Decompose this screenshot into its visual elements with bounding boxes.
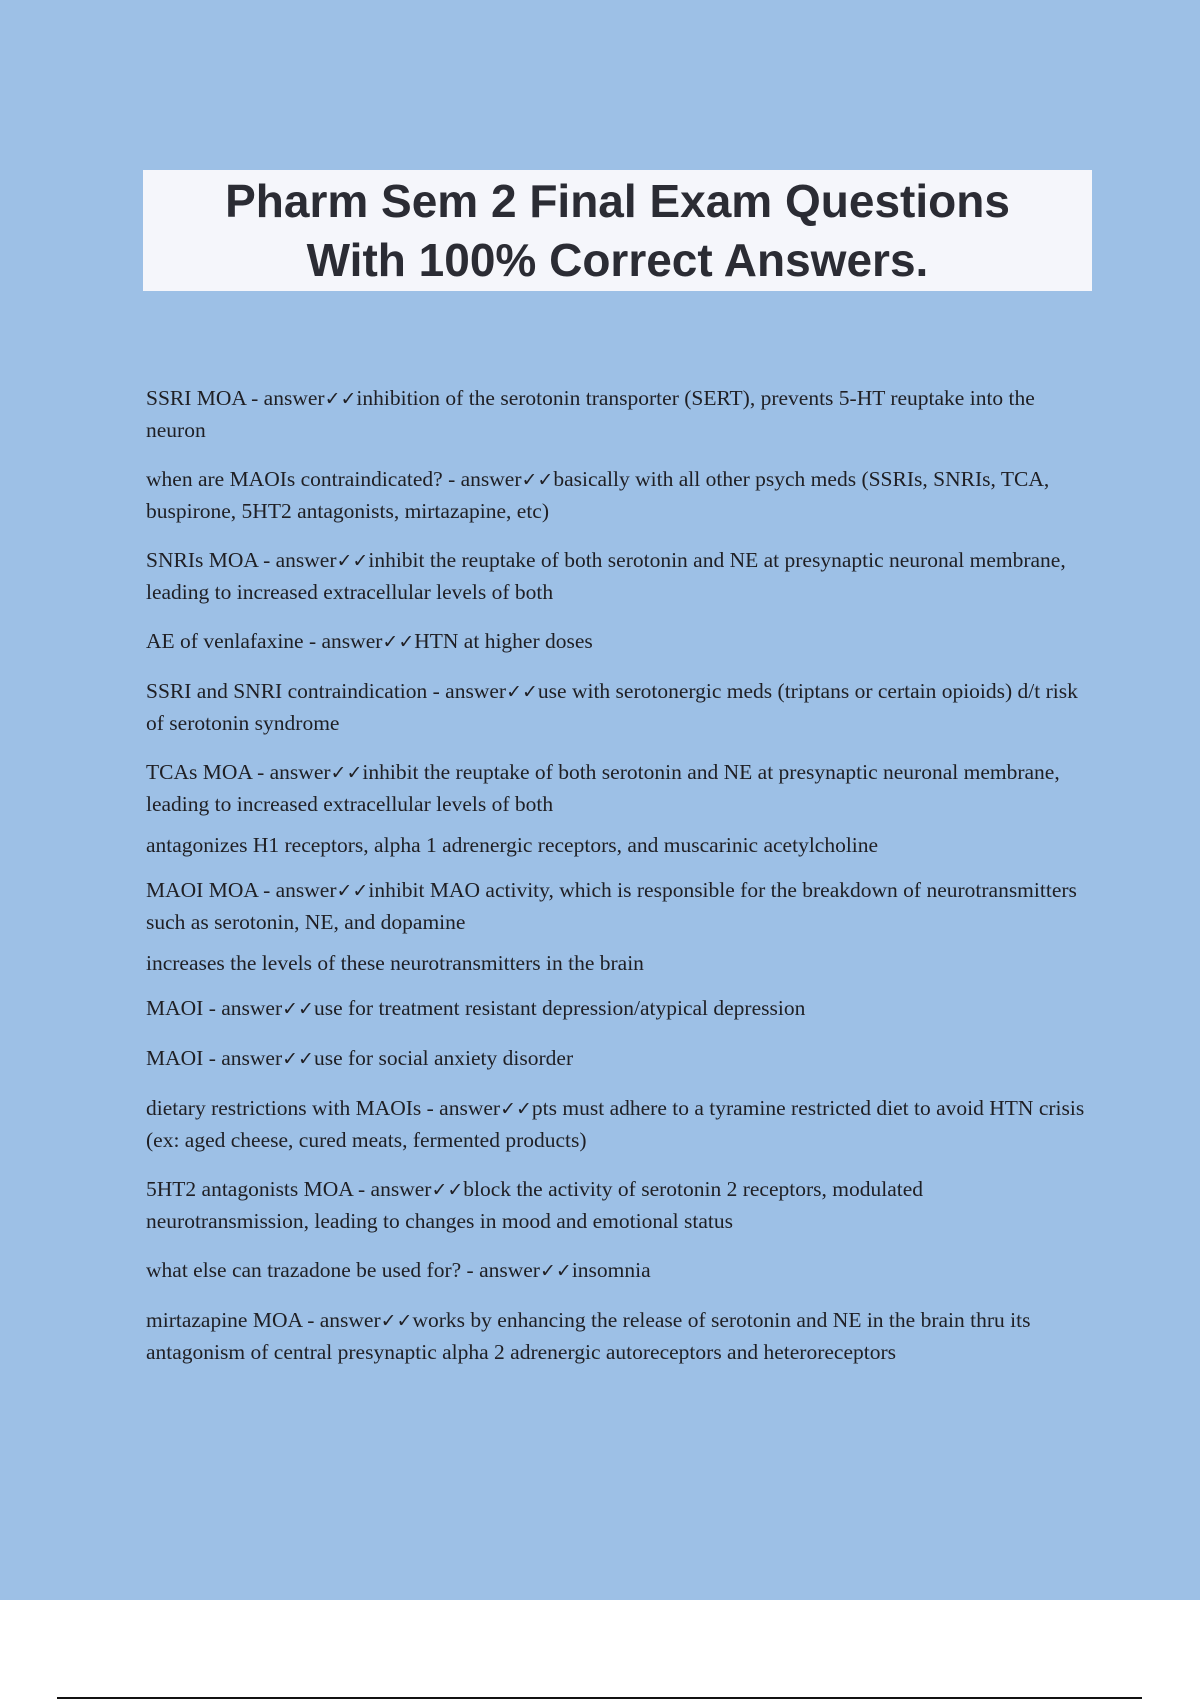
qa-item: [146, 1255, 1086, 1287]
answer-text: inhibition of the serotonin transporter (SERT), prevents 5-HT reuptake into the neuron: [146, 386, 1035, 442]
double-check-icon: ✓✓: [336, 880, 369, 902]
footer-divider: [57, 1697, 1142, 1699]
double-check-icon: ✓✓: [506, 681, 538, 703]
question-text: MAOI MOA - answer: [146, 878, 337, 902]
double-check-icon: ✓✓: [539, 1260, 572, 1282]
question-text: SNRIs MOA - answer: [146, 548, 337, 572]
double-check-icon: ✓✓: [521, 469, 554, 491]
answer-text: pts must adhere to a tyramine restricted diet to avoid HTN crisis (ex: aged cheese, cured meats, fermented products): [146, 1096, 1085, 1152]
qa-item: [146, 1305, 1086, 1368]
qa-note: increases the levels of these neurotransmitters in the brain: [146, 951, 644, 975]
answer-text: inhibit the reuptake of both serotonin and NE at presynaptic neuronal membrane, leading to increased extracellular levels of both: [146, 548, 1066, 604]
question-text: TCAs MOA - answer: [146, 760, 331, 784]
qa-item: [146, 1043, 1086, 1075]
answer-text: use for social anxiety disorder: [313, 1046, 574, 1070]
answer-text: block the activity of serotonin 2 receptors, modulated neurotransmission, leading to changes in mood and emotional status: [146, 1177, 924, 1233]
answer-text: inhibit MAO activity, which is responsible for the breakdown of neurotransmitters such as serotonin, NE, and dopamine: [146, 878, 1077, 934]
question-text: 5HT2 antagonists MOA - answer: [146, 1177, 432, 1201]
answer-text: inhibit the reuptake of both serotonin and NE at presynaptic neuronal membrane, leading to increased extracellular levels of both: [146, 760, 1060, 816]
question-text: SSRI and SNRI contraindication - answer: [146, 679, 507, 703]
question-text: MAOI - answer: [146, 1046, 283, 1070]
double-check-icon: ✓✓: [380, 1310, 413, 1332]
qa-item: [146, 676, 1086, 739]
qa-item: [146, 626, 1086, 658]
answer-text: use for treatment resistant depression/atypical depression: [313, 996, 806, 1020]
double-check-icon: ✓✓: [500, 1098, 532, 1120]
qa-item: [146, 383, 1086, 446]
qa-item: [146, 1093, 1086, 1156]
title-banner: [143, 170, 1092, 291]
answer-text: insomnia: [571, 1258, 651, 1282]
double-check-icon: ✓✓: [382, 631, 415, 653]
qa-item: [146, 757, 1086, 820]
qa-item: [146, 545, 1086, 608]
question-text: MAOI - answer: [146, 996, 283, 1020]
answer-text: use with serotonergic meds (triptans or certain opioids) d/t risk of serotonin syndrome: [146, 679, 1078, 735]
question-text: SSRI MOA - answer: [146, 386, 325, 410]
qa-list: [146, 383, 1086, 1368]
double-check-icon: ✓✓: [330, 762, 363, 784]
qa-note: antagonizes H1 receptors, alpha 1 adrenergic receptors, and muscarinic acetylcholine: [146, 833, 879, 857]
qa-item: [146, 1174, 1086, 1237]
qa-item: [146, 464, 1086, 527]
answer-text: works by enhancing the release of serotonin and NE in the brain thru its antagonism of central presynaptic alpha 2 adrenergic autoreceptors and heteroreceptors: [146, 1308, 1031, 1364]
document-title-line-1: Pharm Sem 2 Final Exam Questions: [225, 174, 1010, 227]
question-text: when are MAOIs contraindicated? - answer: [146, 467, 522, 491]
question-text: what else can trazadone be used for? - answer: [146, 1258, 540, 1282]
double-check-icon: ✓✓: [431, 1179, 464, 1201]
double-check-icon: ✓✓: [282, 1048, 314, 1070]
double-check-icon: ✓✓: [282, 998, 314, 1020]
question-text: AE of venlafaxine - answer: [146, 629, 383, 653]
double-check-icon: ✓✓: [336, 550, 369, 572]
question-text: mirtazapine MOA - answer: [146, 1308, 381, 1332]
double-check-icon: ✓✓: [324, 388, 357, 410]
document-title-line-2: With 100% Correct Answers.: [306, 233, 929, 286]
answer-text: basically with all other psych meds (SSRIs, SNRIs, TCA, buspirone, 5HT2 antagonists, mirtazapine, etc): [146, 467, 1050, 523]
qa-item: [146, 875, 1086, 938]
answer-text: HTN at higher doses: [414, 629, 593, 653]
question-text: dietary restrictions with MAOIs - answer: [146, 1096, 501, 1120]
qa-item: [146, 993, 1086, 1025]
